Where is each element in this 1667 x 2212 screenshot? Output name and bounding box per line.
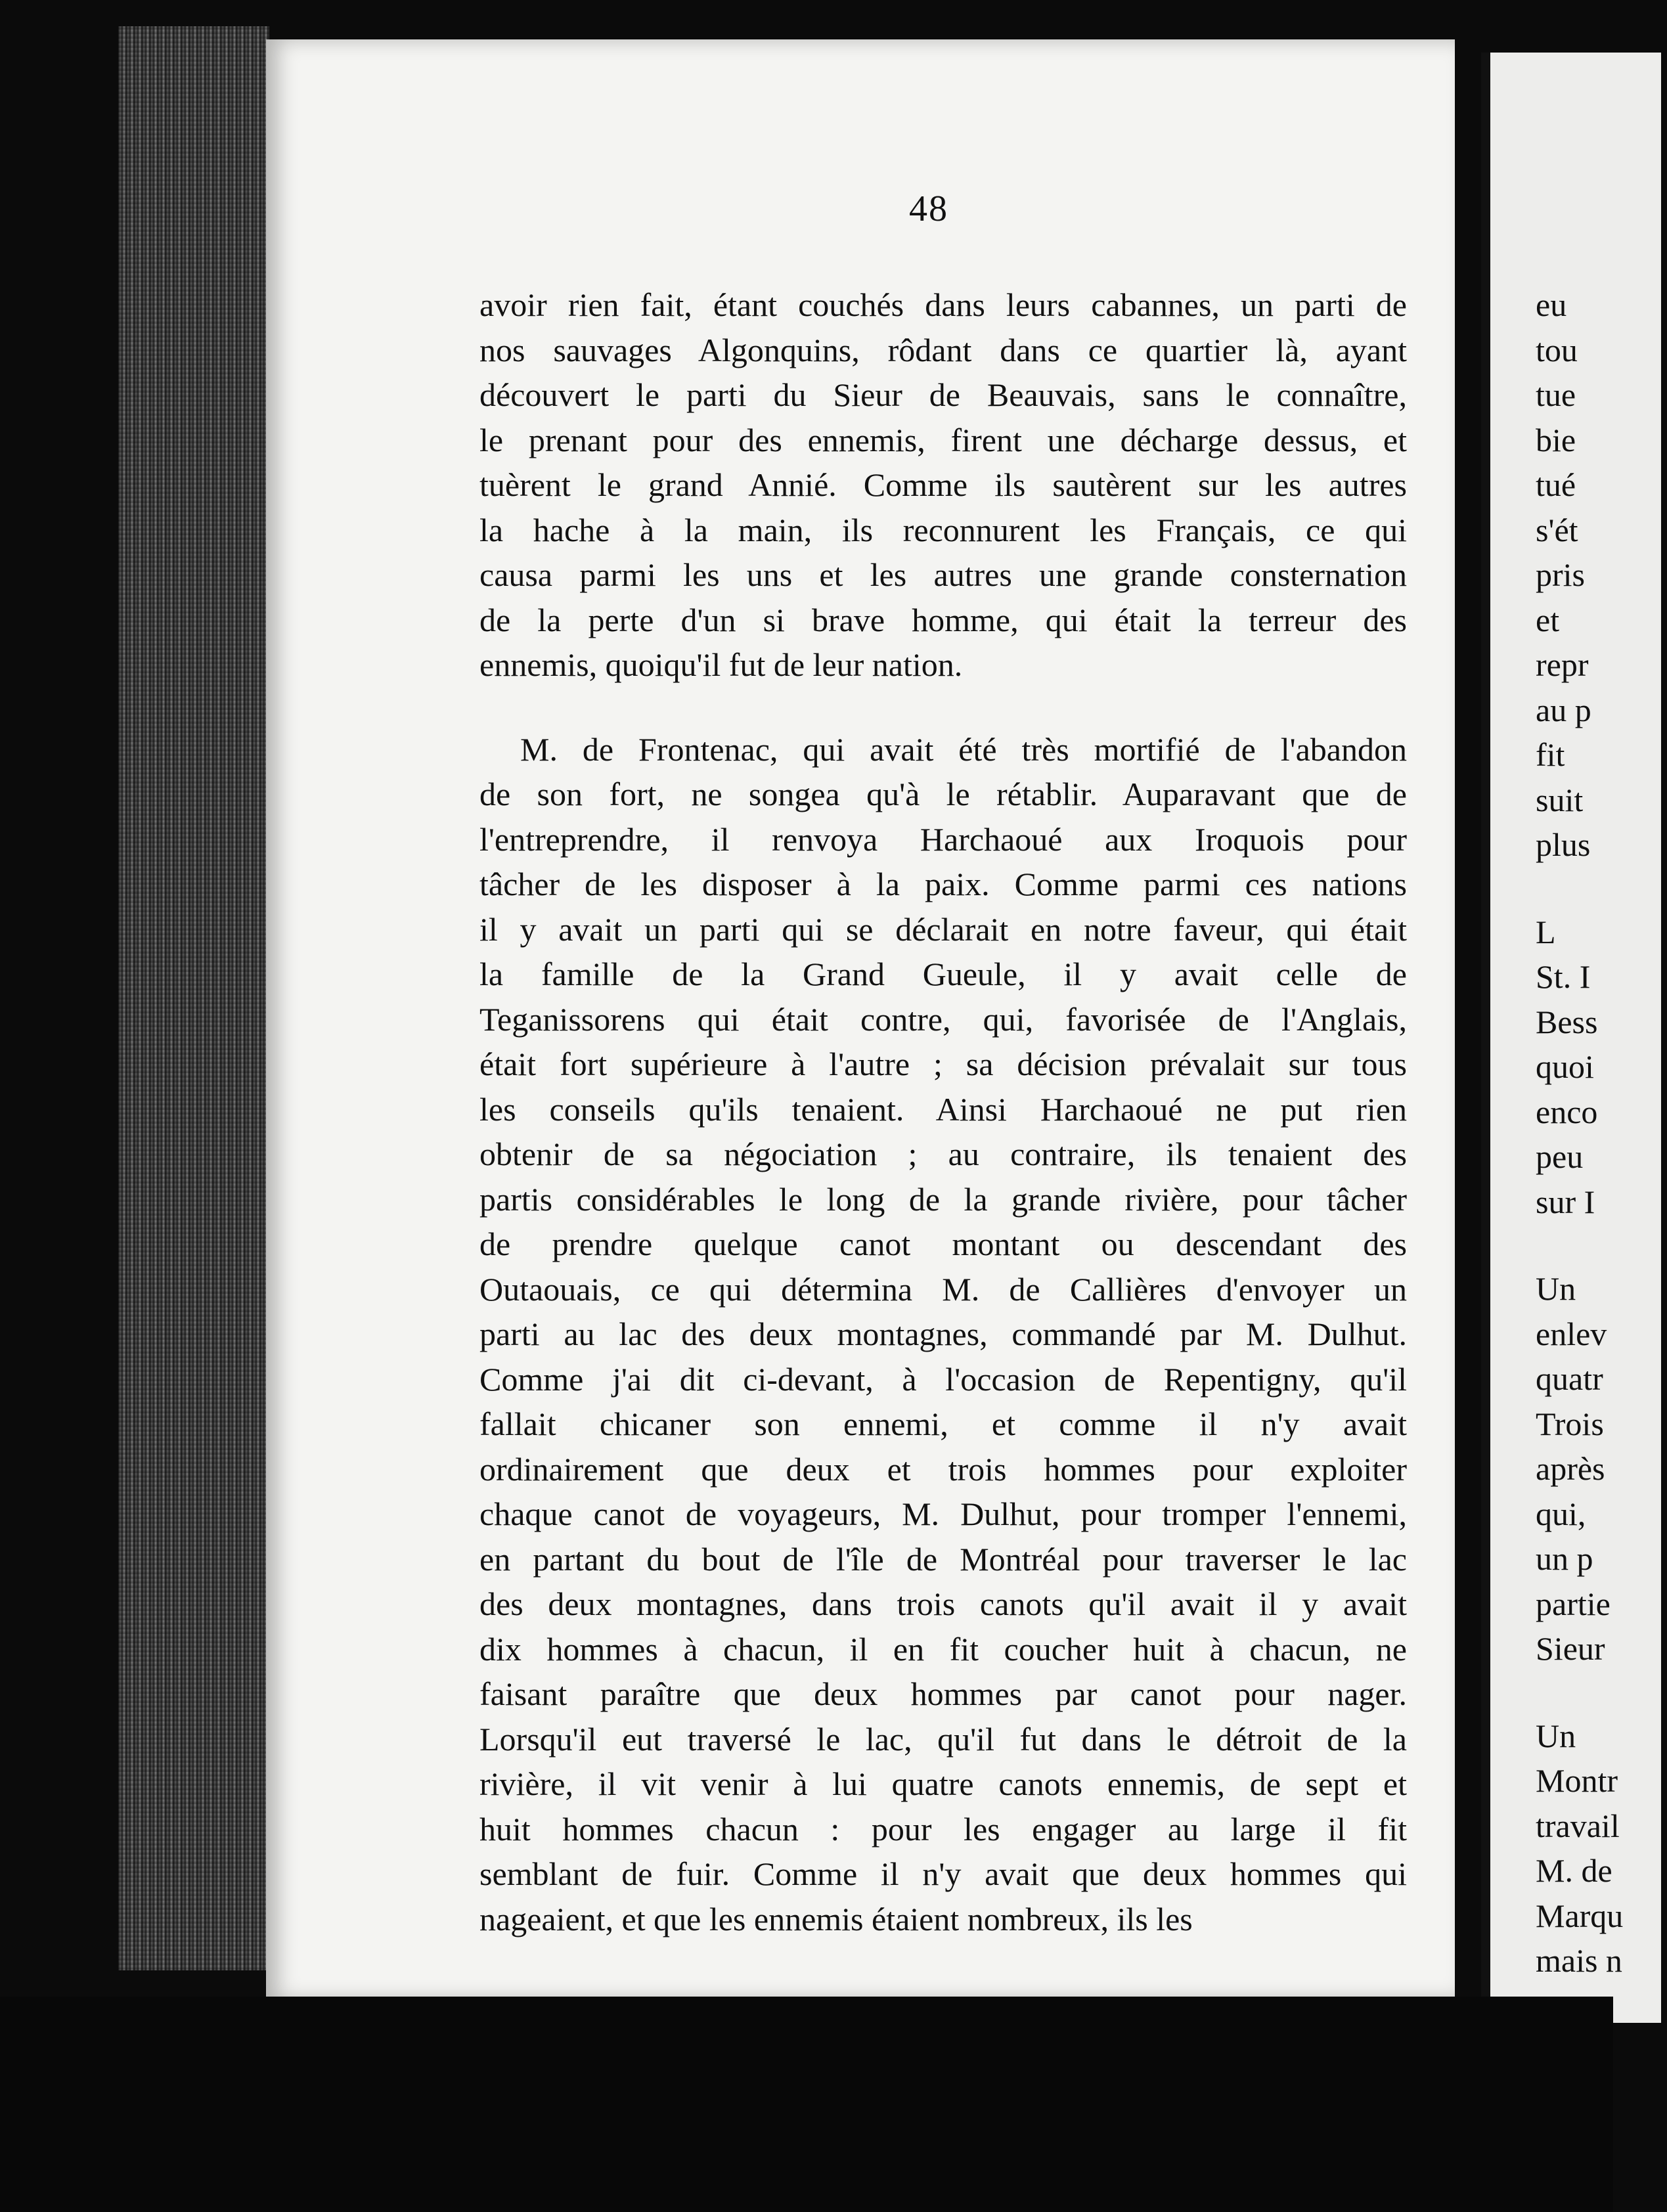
facing-text-fragment: Trois [1536, 1405, 1604, 1442]
text-line: ordinairement que deux et trois hommes pour exploiter [479, 1450, 1407, 1488]
text-line: fallait chicaner son ennemi, et comme il n'y avait [479, 1405, 1407, 1442]
text-line: M. de Frontenac, qui avait été très mortifié de l'abandon [520, 730, 1407, 768]
text-line: ennemis, quoiqu'il fut de leur nation. [479, 646, 963, 683]
facing-text-fragment: Bess [1536, 1003, 1598, 1040]
facing-text-fragment: Un [1536, 1717, 1576, 1754]
paragraph-gap [479, 688, 1407, 727]
facing-text-fragment: s'ét [1536, 511, 1578, 548]
text-line: tuèrent le grand Annié. Comme ils sautèrent sur les autres [479, 466, 1407, 503]
scan-background-bottom [0, 1997, 1613, 2212]
text-line: il y avait un parti qui se déclarait en notre faveur, qui était [479, 910, 1407, 948]
page-body-text [479, 282, 1407, 1941]
text-line: de prendre quelque canot montant ou descendant des [479, 1226, 1407, 1262]
text-line: en partant du bout de l'île de Montréal pour traverser le lac [479, 1540, 1407, 1578]
text-line: partis considérables le long de la grande rivière, pour tâcher [479, 1180, 1407, 1218]
facing-text-fragment: après [1536, 1450, 1605, 1487]
text-line: découvert le parti du Sieur de Beauvais, sans le connaître, [479, 376, 1407, 413]
facing-text-fragment: qui, [1536, 1495, 1586, 1532]
text-line: avoir rien fait, étant couchés dans leurs cabannes, un parti de [479, 286, 1407, 323]
text-line: les conseils qu'ils tenaient. Ainsi Harchaoué ne put rien [479, 1090, 1407, 1128]
facing-text-fragment: partie [1536, 1585, 1611, 1622]
facing-text-fragment: quoi [1536, 1048, 1594, 1085]
facing-text-fragment: fit [1536, 736, 1565, 773]
text-line: la hache à la main, ils reconnurent les Français, ce qui [479, 511, 1407, 548]
text-line: Comme j'ai dit ci-devant, à l'occasion de Repentigny, qu'il [479, 1360, 1407, 1398]
paragraph-gap [1536, 1671, 1667, 1714]
text-line: chaque canot de voyageurs, M. Dulhut, pour tromper l'ennemi, [479, 1495, 1407, 1532]
facing-text-fragment: St. I [1536, 958, 1591, 995]
facing-text-fragment: pris [1536, 556, 1585, 593]
facing-text-fragment: au p [1536, 691, 1591, 728]
text-line: Outaouais, ce qui détermina M. de Callières d'envoyer un [479, 1270, 1407, 1308]
paragraph-gap [1536, 1224, 1667, 1266]
facing-text-fragment: plus [1536, 826, 1591, 863]
text-line: des deux montagnes, dans trois canots qu'il avait il y avait [479, 1585, 1407, 1622]
text-line: de la perte d'un si brave homme, qui était la terreur des [479, 601, 1407, 638]
text-line: huit hommes chacun : pour les engager au large il fit [479, 1810, 1407, 1847]
text-line: dix hommes à chacun, il en fit coucher huit à chacun, ne [479, 1630, 1407, 1668]
page-number: 48 [909, 188, 948, 229]
text-line: rivière, il vit venir à lui quatre canots ennemis, de sept et [479, 1765, 1407, 1802]
facing-text-fragment: travail [1536, 1807, 1620, 1844]
page-edge-texture [118, 26, 269, 1970]
facing-text-fragment: peu [1536, 1138, 1584, 1175]
facing-text-fragment: et [1536, 601, 1560, 638]
text-line: tâcher de les disposer à la paix. Comme parmi ces nations [479, 866, 1407, 902]
paragraph-gap [1536, 868, 1667, 910]
facing-text-fragment: tue [1536, 376, 1576, 413]
text-line: parti au lac des deux montagnes, commandé par M. Dulhut. [479, 1316, 1407, 1352]
facing-text-fragment: un p [1536, 1540, 1593, 1577]
text-line: de son fort, ne songea qu'à le rétablir. Auparavant que de [479, 776, 1407, 812]
text-line: l'entreprendre, il renvoya Harchaoué aux Iroquois pour [479, 820, 1407, 858]
text-line: obtenir de sa négociation ; au contraire, ils tenaient des [479, 1136, 1407, 1172]
facing-text-fragment: quatr [1536, 1360, 1603, 1397]
paragraph-1 [479, 282, 1407, 688]
facing-page-text [1536, 282, 1667, 1983]
text-line: nos sauvages Algonquins, rôdant dans ce quartier là, ayant [479, 331, 1407, 368]
facing-text-fragment: suit [1536, 781, 1584, 818]
text-line: nageaient, et que les ennemis étaient nombreux, ils les [479, 1900, 1193, 1937]
facing-text-fragment: Sieur [1536, 1630, 1605, 1667]
text-line: le prenant pour des ennemis, firent une décharge dessus, et [479, 421, 1407, 458]
text-line: faisant paraître que deux hommes par canot pour nager. [479, 1675, 1407, 1712]
facing-text-fragment: Montr [1536, 1762, 1618, 1799]
facing-text-fragment: enco [1536, 1093, 1598, 1130]
paragraph-2 [479, 727, 1407, 1942]
facing-text-fragment: mais n [1536, 1942, 1622, 1979]
facing-text-fragment: tou [1536, 331, 1578, 368]
text-line: était fort supérieure à l'autre ; sa décision prévalait sur tous [479, 1046, 1407, 1082]
facing-text-fragment: Marqu [1536, 1897, 1624, 1934]
facing-text-fragment: Un [1536, 1270, 1576, 1307]
text-line: la famille de la Grand Gueule, il y avait celle de [479, 956, 1407, 992]
facing-text-fragment: sur I [1536, 1183, 1595, 1220]
text-line: Lorsqu'il eut traversé le lac, qu'il fut dans le détroit de la [479, 1720, 1407, 1758]
facing-text-fragment: repr [1536, 646, 1589, 683]
facing-text-fragment: M. de [1536, 1852, 1612, 1889]
facing-text-fragment: enlev [1536, 1315, 1607, 1352]
text-line: Teganissorens qui était contre, qui, favorisée de l'Anglais, [479, 1000, 1407, 1038]
facing-text-fragment: eu [1536, 286, 1567, 323]
text-line: semblant de fuir. Comme il n'y avait que deux hommes qui [479, 1855, 1407, 1892]
facing-text-fragment: L [1536, 913, 1556, 950]
facing-text-fragment: tué [1536, 466, 1576, 503]
facing-text-fragment: bie [1536, 421, 1576, 458]
text-line: causa parmi les uns et les autres une grande consternation [479, 556, 1407, 593]
